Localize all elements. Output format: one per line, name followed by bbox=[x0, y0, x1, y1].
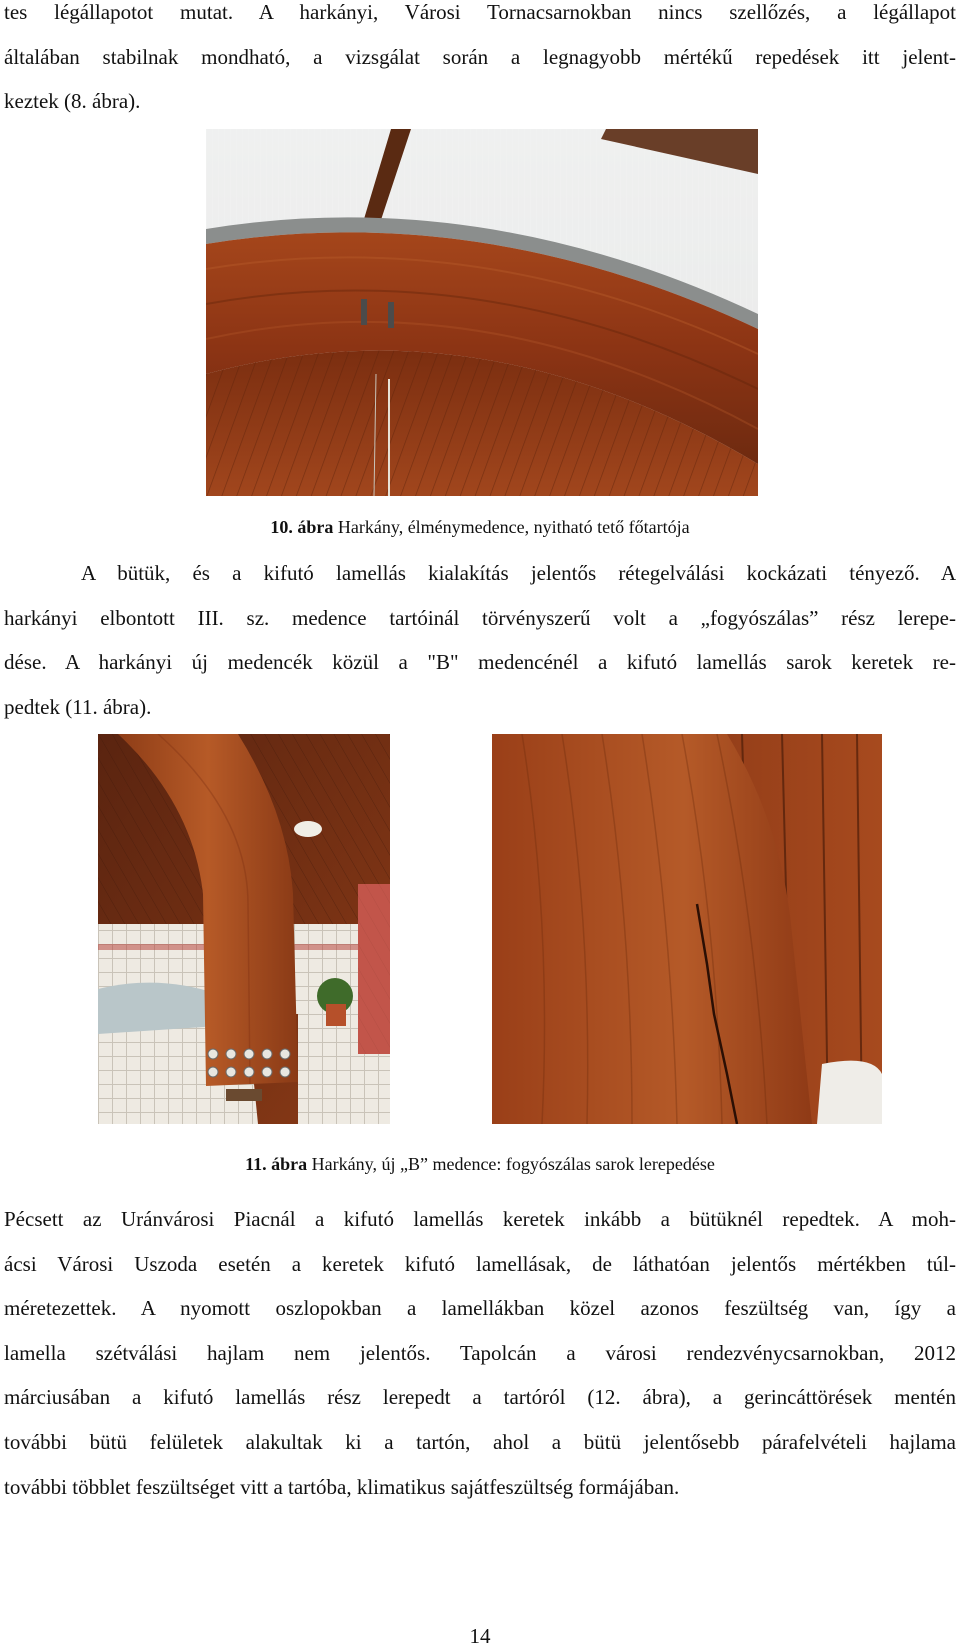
text-line: lamella szétválási hajlam nem jelentős. Tapolcán a városi rendezvénycsarnokban, 2012 bbox=[4, 1340, 956, 1365]
text-line: harkányi elbontott III. sz. medence tartóinál törvényszerű volt a „fogyószálas” rész lerepe- bbox=[4, 605, 956, 630]
text-line: ácsi Városi Uszoda esetén a keretek kifutó lamellásak, de láthatóan jelentős mértékben túl- bbox=[4, 1251, 956, 1276]
figure-11-caption bbox=[0, 1152, 960, 1176]
text-line: dése. A harkányi új medencék közül a "B" medencénél a kifutó lamellás sarok keretek re- bbox=[4, 650, 956, 675]
text-line: Pécsett az Uránvárosi Piacnál a kifutó lamellás keretek inkább a bütüknél repedtek. A moh- bbox=[4, 1207, 956, 1231]
paragraph-layering bbox=[4, 551, 956, 729]
figure-11-caption-text: Harkány, új „B” medence: fogyószálas sarok lerepedése bbox=[307, 1154, 715, 1174]
figure-10-label: 10. ábra bbox=[270, 517, 334, 537]
figure-10-photo bbox=[206, 129, 758, 496]
text-line: keztek (8. ábra). bbox=[4, 89, 141, 114]
text-line: márciusában a kifutó lamellás rész lerepedt a tartóról (12. ábra), a gerincáttörések mentén bbox=[4, 1385, 956, 1410]
paragraph-intro bbox=[4, 0, 956, 124]
figure-11-label: 11. ábra bbox=[245, 1154, 308, 1174]
text-line: pedtek (11. ábra). bbox=[4, 694, 152, 719]
text-line: általában stabilnak mondható, a vizsgálat során a legnagyobb mértékű repedések itt jelent- bbox=[4, 44, 956, 69]
figure-10-caption bbox=[0, 515, 960, 539]
figure-11-photo-right bbox=[492, 734, 882, 1124]
text-line: tes légállapotot mutat. A harkányi, Városi Tornacsarnokban nincs szellőzés, a légállapot bbox=[4, 0, 956, 24]
paragraph-cases bbox=[4, 1197, 956, 1509]
page-number: 14 bbox=[469, 1624, 491, 1648]
text-line: további bütü felületek alakultak ki a tartón, ahol a bütü jelentősebb párafelvételi hajlama bbox=[4, 1429, 956, 1454]
text-line: további többlet feszültséget vitt a tartóba, klimatikus sajátfeszültség formájában. bbox=[4, 1474, 680, 1499]
text-line: A bütük, és a kifutó lamellás kialakítás jelentős rétegelválási kockázati tényező. A bbox=[81, 561, 956, 585]
figure-11-photo-left bbox=[98, 734, 390, 1124]
figure-10-caption-text: Harkány, élménymedence, nyitható tető főtartója bbox=[333, 517, 690, 537]
text-line: méretezettek. A nyomott oszlopokban a lamellákban közel azonos feszültség van, így a bbox=[4, 1296, 956, 1321]
